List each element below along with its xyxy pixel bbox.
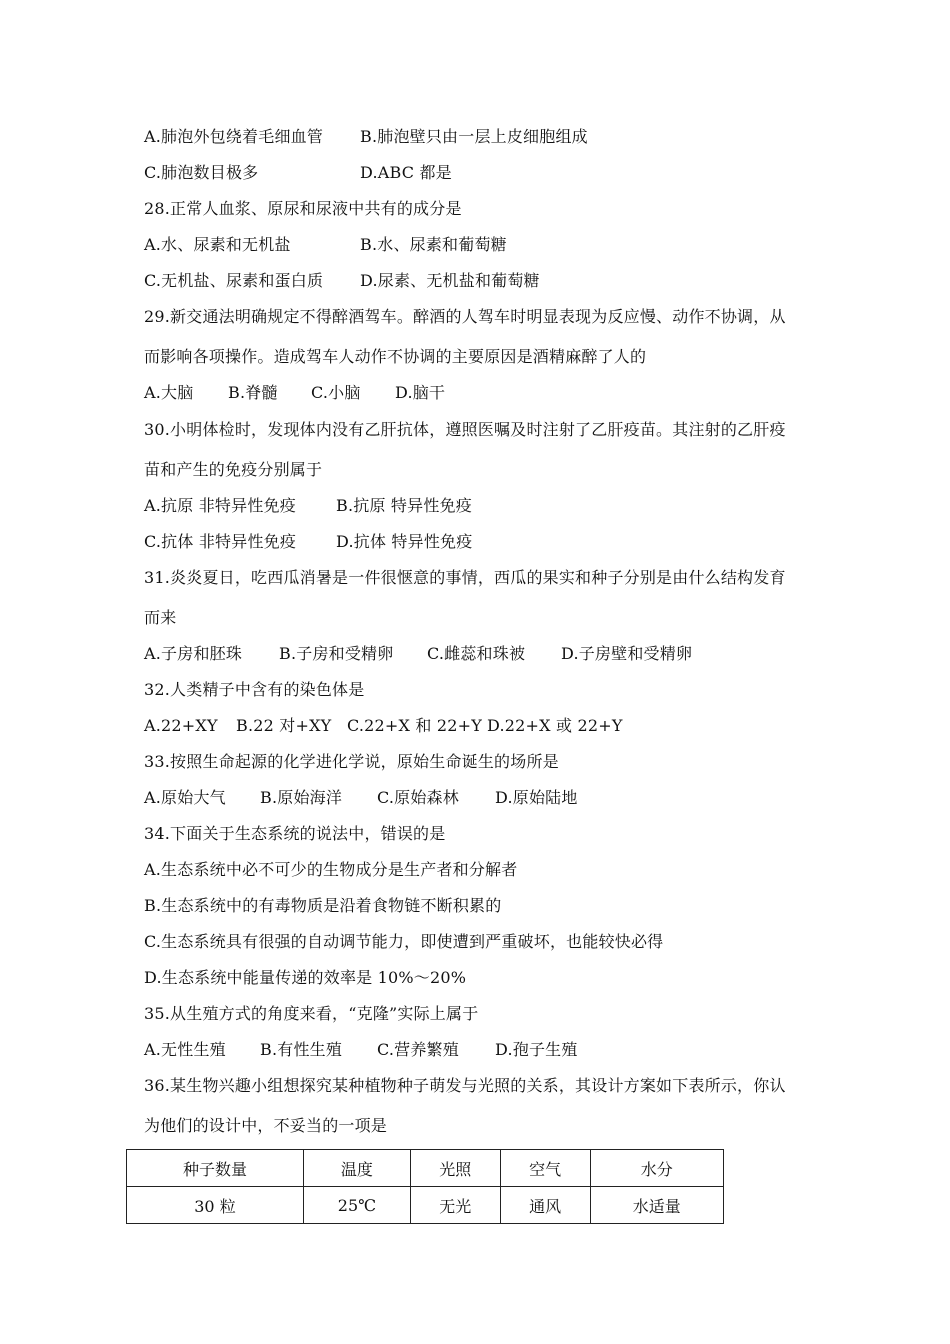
text-line: D.生态系统中能量传递的效率是 10%～20% bbox=[144, 968, 467, 987]
answer-option: C.原始森林 bbox=[377, 788, 459, 807]
table-header-row bbox=[127, 1150, 724, 1187]
answer-option: A.子房和胚珠 bbox=[144, 644, 243, 663]
text-line: A.生态系统中必不可少的生物成分是生产者和分解者 bbox=[144, 860, 518, 879]
answer-option: D.ABC 都是 bbox=[360, 163, 452, 182]
answer-option: B.水、尿素和葡萄糖 bbox=[360, 235, 507, 254]
answer-option: A.抗原 非特异性免疫 bbox=[144, 496, 296, 515]
answer-option: C.抗体 非特异性免疫 bbox=[144, 532, 297, 551]
text-line: 36.某生物兴趣小组想探究某种植物种子萌发与光照的关系，其设计方案如下表所示，你认 bbox=[144, 1076, 786, 1095]
answer-option: B.原始海洋 bbox=[260, 788, 343, 807]
table-cell: 25℃ bbox=[303, 1187, 410, 1224]
answer-option: D.子房壁和受精卵 bbox=[561, 644, 693, 663]
answer-option: C.雌蕊和珠被 bbox=[427, 644, 526, 663]
answer-option: D.脑干 bbox=[395, 383, 446, 402]
answer-option: A.无性生殖 bbox=[144, 1040, 226, 1059]
answer-option: D.22+X 或 22+Y bbox=[487, 716, 623, 735]
answer-option: B.肺泡壁只由一层上皮细胞组成 bbox=[360, 127, 588, 146]
text-line: 苗和产生的免疫分别属于 bbox=[144, 460, 323, 479]
table-header-cell: 种子数量 bbox=[127, 1150, 304, 1187]
table-header-cell: 温度 bbox=[303, 1150, 410, 1187]
answer-option: C.肺泡数目极多 bbox=[144, 163, 259, 182]
answer-option: D.尿素、无机盐和葡萄糖 bbox=[360, 271, 540, 290]
text-line: 28.正常人血浆、原尿和尿液中共有的成分是 bbox=[144, 199, 462, 218]
experiment-table bbox=[126, 1149, 724, 1224]
table-header-cell: 光照 bbox=[410, 1150, 500, 1187]
answer-option: A.原始大气 bbox=[144, 788, 226, 807]
table-cell: 通风 bbox=[500, 1187, 590, 1224]
answer-option: A.水、尿素和无机盐 bbox=[144, 235, 291, 254]
table-row bbox=[127, 1187, 724, 1224]
table-cell: 水适量 bbox=[590, 1187, 723, 1224]
table-cell: 30 粒 bbox=[127, 1187, 304, 1224]
text-line: 32.人类精子中含有的染色体是 bbox=[144, 680, 365, 699]
text-line: 而来 bbox=[144, 608, 177, 627]
text-line: 为他们的设计中，不妥当的一项是 bbox=[144, 1116, 388, 1135]
text-line: 35.从生殖方式的角度来看，“克隆”实际上属于 bbox=[144, 1004, 479, 1023]
text-line: 而影响各项操作。造成驾车人动作不协调的主要原因是酒精麻醉了人的 bbox=[144, 347, 647, 366]
text-line: 31.炎炎夏日，吃西瓜消暑是一件很惬意的事情，西瓜的果实和种子分别是由什么结构发育 bbox=[144, 568, 786, 587]
table-header-cell: 空气 bbox=[500, 1150, 590, 1187]
answer-option: D.孢子生殖 bbox=[495, 1040, 578, 1059]
answer-option: C.营养繁殖 bbox=[377, 1040, 459, 1059]
answer-option: B.有性生殖 bbox=[260, 1040, 343, 1059]
answer-option: C.无机盐、尿素和蛋白质 bbox=[144, 271, 324, 290]
table-header-cell: 水分 bbox=[590, 1150, 723, 1187]
text-line: 34.下面关于生态系统的说法中，错误的是 bbox=[144, 824, 446, 843]
answer-option: B.22 对+XY bbox=[236, 716, 332, 735]
answer-option: A.22+XY bbox=[144, 716, 218, 735]
answer-option: A.肺泡外包绕着毛细血管 bbox=[144, 127, 324, 146]
text-line: 33.按照生命起源的化学进化学说，原始生命诞生的场所是 bbox=[144, 752, 559, 771]
answer-option: D.原始陆地 bbox=[495, 788, 578, 807]
answer-option: C.小脑 bbox=[311, 383, 361, 402]
answer-option: B.子房和受精卵 bbox=[279, 644, 394, 663]
text-line: B.生态系统中的有毒物质是沿着食物链不断积累的 bbox=[144, 896, 502, 915]
table-cell: 无光 bbox=[410, 1187, 500, 1224]
text-line: C.生态系统具有很强的自动调节能力，即使遭到严重破坏，也能较快必得 bbox=[144, 932, 664, 951]
answer-option: D.抗体 特异性免疫 bbox=[336, 532, 473, 551]
answer-option: A.大脑 bbox=[144, 383, 194, 402]
answer-option: B.脊髓 bbox=[228, 383, 278, 402]
answer-option: B.抗原 特异性免疫 bbox=[336, 496, 472, 515]
text-line: 29.新交通法明确规定不得醉酒驾车。醉酒的人驾车时明显表现为反应慢、动作不协调，从 bbox=[144, 307, 786, 326]
text-line: 30.小明体检时，发现体内没有乙肝抗体，遵照医嘱及时注射了乙肝疫苗。其注射的乙肝疫 bbox=[144, 420, 786, 439]
answer-option: C.22+X 和 22+Y bbox=[347, 716, 483, 735]
